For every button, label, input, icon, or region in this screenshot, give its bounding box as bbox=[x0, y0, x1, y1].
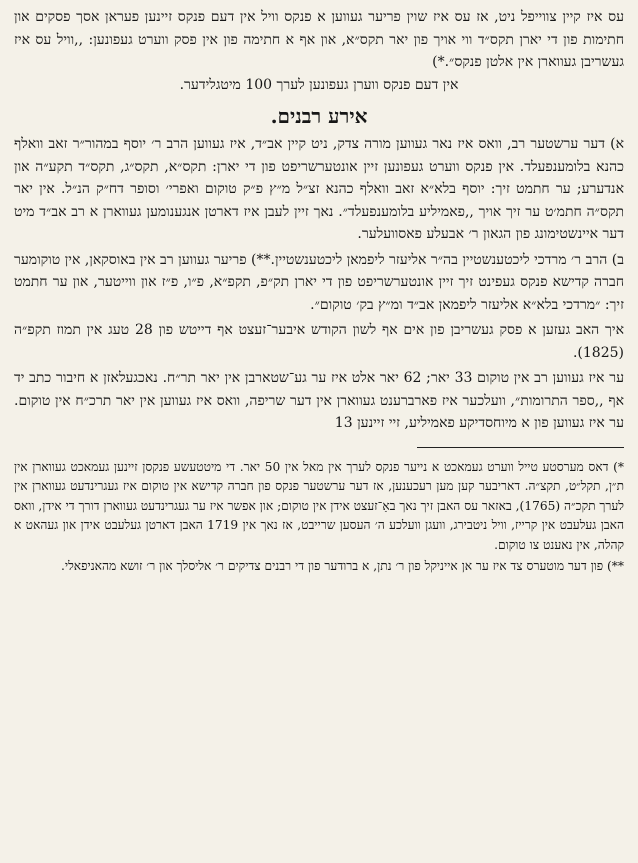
footnote-2: **) פון דער מוטערס צד איז ער אן אייניקל פון ר׳ נתן, א ברודער פון די רבנים צדיקים ר׳ אליסלך און ר׳ זושא מהאניפאלי. bbox=[61, 559, 624, 573]
rabbi-a-paragraph: א) דער ערשטער רב, וואס איז נאר געווען מורה צדק, ניט קיין אב״ד, איז געווען הרב ר׳ יוסף במהור״ר זאב וואלף כהנא בלומענפעלד. אין פנקס ווערט געפונען זיין אונטערשריפט פון די יארן: תקס״א, תקס״ג, תקס״ד תקע״ה און אנדערע; ער חתמט זיך: יוסף בלא״א זאב וואלף כהנא זצ״ל מ״ץ פ״ק טוקום ואפרי׳ וסופר דח״ק הנ״ל. אין יאר תקס״ה חתמ׳ט ער זיך אויך ,,פאמיליע בלומענפעלד״. נאך זיין לעבן איז דארטן אנגענומען געווארן א רב אב״ד מיט דער איינשטימונג פון הגאון ר׳ אבעלע פאסוועלער. bbox=[14, 136, 624, 242]
tenure-paragraph: ער איז געווען רב אין טוקום 33 יאר; 62 יאר אלט איז ער גע־שטארבן אין יאר תר״ח. נאכגעלאזן א חיבור כתב יד אף ,,ספר התרומות״, וועלכער איז פארברענט געווארן אין דער שריפה, וואס איז געווען אין יאר תרכ״ח אין טוקום. ער איז געווען פון א מיוחסדיקע פאמיליע, זיי זיינען 13 bbox=[14, 370, 624, 431]
document-page bbox=[14, 6, 624, 857]
rabbi-b-paragraph: ב) הרב ר׳ מרדכי ליכטענשטיין בה״ר אליעזר ליפמאן ליכטענשטיין.**) פריער געווען רב אין באוסקאן, אין טוקומער חברה קדישא פנקס געפינט זיך זיין אונטערשריפט פון די יארן תק״פ, תקפ״א, פ״ו, פ״ז און ווייטער, און ער חתמט זיך: ״מרדכי בלא״א אליעזר ליפמאן אב״ד ומ״ץ בק׳ טוקום״. bbox=[14, 251, 624, 313]
psak-paragraph: איך האב געזען א פסק געשריבן פון אים אף לשון הקודש איבער־זעצט אף דייטש פון 28 טעג אין תמוז תקפ״ה (1825). bbox=[14, 322, 624, 361]
section-heading: אירע רבנים. bbox=[270, 104, 368, 128]
intro-paragraph: עס איז קיין צווייפל ניט, אז עס איז שוין פריער געווען א פנקס וויל אין דעם פנקס זיינען פעראן אסך פסקים און חתימות פון די יארן תקס״ד ווי אויך פון יאר תקס״א, און אף א חתימה פון אין פסק ווערט געפונען: ,,וויל עס איז געשריבן געווארן אין אלטן פנקס״.*) bbox=[14, 9, 624, 70]
footnote-1: *) דאס מערסטע טייל ווערט געמאכט א נייער פנקס לערך אין מאל אין 50 יאר. די מיטטעשע פנקסן זיינען געמאכט געווארן אין ת״ן, תקל״ט, תקצ״ה. דאריבער קען מען רעכענען, אז דער ערשטער פנקס פון חברה קדישא אין טוקום איז געגרינדעט געווארן אין לערך תקכ״ה (1765), באזאר עס האבן זיך נאך באַ־זעצט אידן אין טוקום; און אפשר איז ער געגרינדעט געווארן דורך די אידן, וואס האבן געלעבט אין קרייז, וויל ניטבירג, וועגן וועלכע ה׳ העסען שרייבט, אז נאך אין 1719 האבן דארטן געלעבט אידן און געהאט א קהלה, אין נאענט צו טוקום. bbox=[14, 459, 625, 552]
footnote-separator bbox=[417, 447, 624, 448]
member-count-line: אין דעם פנקס ווערן געפונען לערך 100 מיטגלידער. bbox=[179, 76, 459, 93]
